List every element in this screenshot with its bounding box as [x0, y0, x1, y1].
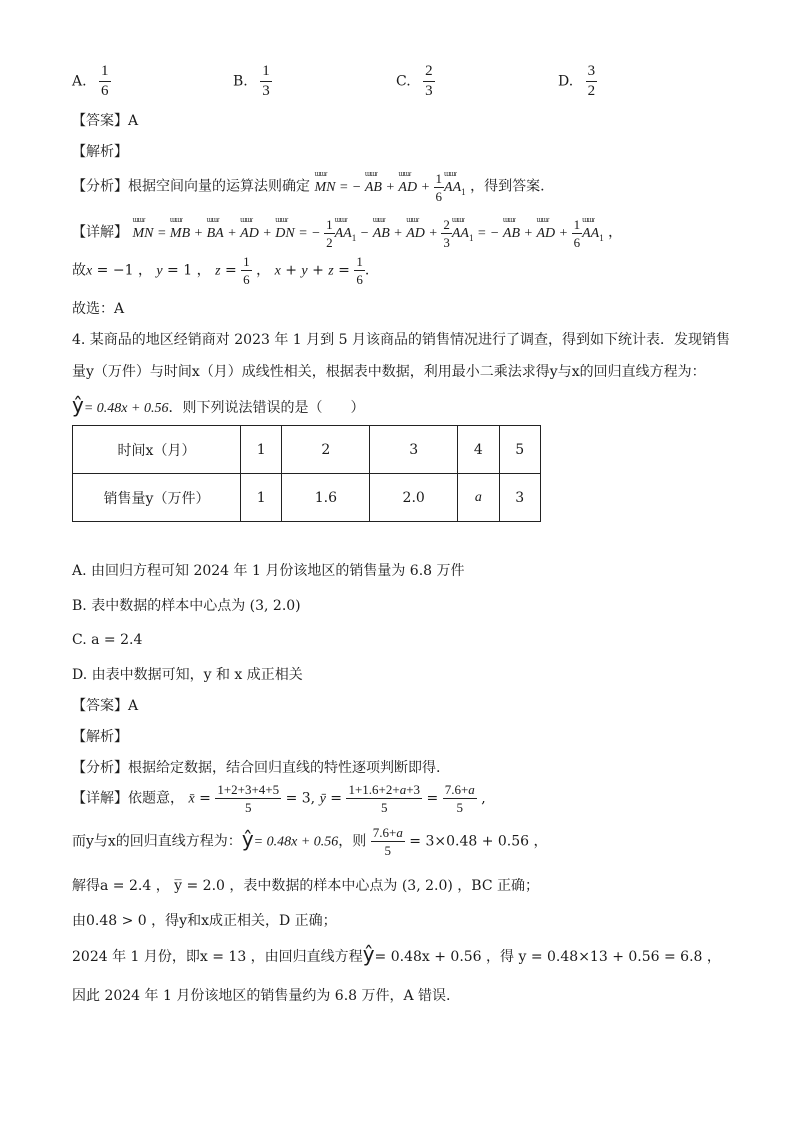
q3-fenxi: 【分析】根据空间向量的运算法则确定 ɯɯɾ MN = − ɯɯɾ AB + ɯɯɾ AD + $\frac{1}{6}$ ɯɯɾ $AA_1$ ，得到答案.	[72, 172, 545, 203]
q4-answer: 【答案】A	[72, 698, 139, 714]
q4-data-table	[72, 425, 541, 522]
q4-positive-line: 由0.48 > 0 ，得y和x成正相关，D 正确；	[72, 913, 337, 929]
q4-stem-line3: ŷ= 0.48x + 0.56．则下列说法错误的是（ ）	[72, 393, 365, 417]
q4-regression-line: 而y与x的回归直线方程为：ŷ= 0.48x + 0.56，则 $\frac{7.6+a}{5}$ = 3×0.48 + 0.56 ，	[72, 825, 548, 858]
q4-jiexi-label: 【解析】	[72, 729, 128, 745]
q3-option-d: D. $\frac{3}{2}$	[558, 63, 596, 99]
q4-final-line: 因此 2024 年 1 月份该地区的销售量约为 6.8 万件，A 错误.	[72, 988, 451, 1004]
q3-jiexi-label: 【解析】	[72, 144, 128, 160]
q3-option-c: C. $\frac{2}{3}$	[396, 63, 433, 99]
q3-fenxi-formula: ɯɯɾ MN = − ɯɯɾ AB + ɯɯɾ AD + $\frac{1}{6}$ ɯɯɾ $AA_1$	[314, 180, 465, 195]
q4-option-b: B. 表中数据的样本中心点为 (3, 2.0)	[72, 598, 301, 614]
yhat-symbol: ŷ	[72, 393, 84, 417]
q3-xiangjie-formula: ɯɯɾ MN = ɯɯɾ MB + ɯɯɾ BA + ɯɯɾ AD + ɯɯɾ DN = − $\frac{1}{2}$ ɯɯɾ $AA_1$ − ɯɯɾ AB + ɯɯɾ AD + $\frac{2}{3}$ ɯɯɾ $AA_1$ = − ɯɯɾ AB + ɯɯɾ AD + $\frac{1}{6}$ ɯɯɾ $AA_1$	[132, 226, 603, 241]
table-row: 时间x（月） 1 2 3 4 5	[73, 426, 541, 474]
q4-option-c: C. a = 2.4	[72, 632, 143, 648]
q4-solve-line: 解得a = 2.4 ， y̅ = 2.0 ，表中数据的样本中心点为 (3, 2.0) ，BC 正确；	[72, 878, 540, 894]
q4-fenxi: 【分析】根据给定数据，结合回归直线的特性逐项判断即得.	[72, 760, 441, 776]
q3-guxuan: 故选：A	[72, 301, 125, 317]
q4-option-d: D. 由表中数据可知，y 和 x 成正相关	[72, 667, 303, 683]
q3-xiangjie: 【详解】 ɯɯɾ MN = ɯɯɾ MB + ɯɯɾ BA + ɯɯɾ AD + ɯɯɾ DN = − $\frac{1}{2}$ ɯɯɾ $AA_1$ − ɯɯɾ AB + ɯɯɾ AD + $\frac{2}{3}$ ɯɯɾ $AA_1$ = − ɯɯɾ AB + ɯɯɾ AD + $\frac{1}{6}$ ɯɯɾ $AA_1$ ，	[72, 218, 622, 249]
q4-year-line: 2024 年 1 月份，即x = 13 ，由回归直线方程ŷ= 0.48x + 0.56 ，得 y = 0.48×13 + 0.56 = 6.8 ，	[72, 942, 721, 966]
q3-option-b: B. $\frac{1}{3}$	[233, 63, 270, 99]
q4-xiangjie: 【详解】依题意， x̄ = $\frac{1+2+3+4+5}{5}$ = 3, ȳ = $\frac{1+1.6+2+a+3}{5}$ = $\frac{7.6+a}{5}$ ,	[72, 782, 486, 815]
q4-stem-line2: 量y（万件）与时间x（月）成线性相关，根据表中数据，利用最小二乘法求得y与x的回归直线方程为：	[72, 364, 706, 380]
q4-stem-line1: 4. 某商品的地区经销商对 2023 年 1 月到 5 月该商品的销售情况进行了调查，得到如下统计表．发现销售	[72, 332, 730, 348]
q3-conclusion: 故x = −1 ， y = 1 ， z = $\frac{1}{6}$ ， x + y + z = $\frac{1}{6}$ .	[72, 254, 370, 287]
q3-answer: 【答案】A	[72, 113, 139, 129]
q4-option-a: A. 由回归方程可知 2024 年 1 月份该地区的销售量为 6.8 万件	[72, 563, 465, 579]
q3-option-a: A. $\frac{1}{6}$	[72, 63, 109, 99]
table-row: 销售量y（万件） 1 1.6 2.0 a 3	[73, 474, 541, 522]
